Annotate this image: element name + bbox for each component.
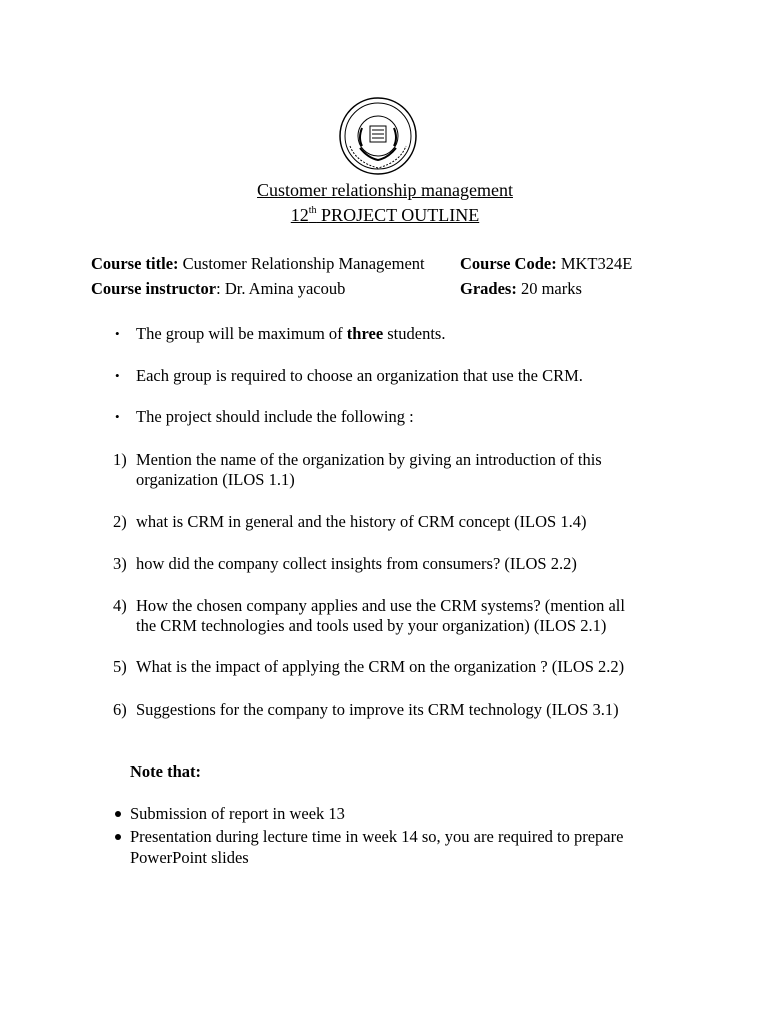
item-number: 1)	[113, 450, 127, 469]
item-text: What is the impact of applying the CRM on the organization ? (ILOS 2.2)	[136, 657, 625, 676]
bullet-choose-organization: Each group is required to choose an organization that use the CRM.	[136, 366, 583, 385]
bullet-project-includes: The project should include the following :	[136, 407, 414, 426]
item-text: Suggestions for the company to improve its CRM technology (ILOS 3.1)	[136, 700, 619, 719]
bullet-icon: •	[115, 409, 120, 424]
bullet-icon: •	[115, 326, 120, 341]
item-text: How the chosen company applies and use the CRM systems? (mention all	[136, 596, 625, 615]
item-number: 4)	[113, 596, 127, 615]
project-outline-title: 12th PROJECT OUTLINE	[290, 205, 480, 225]
bullet-icon: •	[115, 368, 120, 383]
item-text: Mention the name of the organization by giving an introduction of this	[136, 450, 602, 469]
bullet-icon	[115, 811, 121, 817]
item-number: 2)	[113, 512, 127, 531]
item-text: organization (ILOS 1.1)	[136, 470, 295, 489]
note-heading: Note that:	[130, 762, 202, 781]
course-instructor: Course instructor: Dr. Amina yacoub	[91, 279, 346, 298]
item-text: the CRM technologies and tools used by your organization) (ILOS 2.1)	[136, 616, 607, 635]
item-number: 5)	[113, 657, 127, 676]
bullet-icon	[115, 834, 121, 840]
course-code: Course Code: MKT324E	[460, 254, 633, 273]
note-submission: Submission of report in week 13	[130, 804, 345, 823]
item-text: how did the company collect insights from consumers? (ILOS 2.2)	[136, 554, 577, 573]
item-number: 3)	[113, 554, 127, 573]
note-presentation: Presentation during lecture time in week 14 so, you are required to prepare	[130, 827, 624, 846]
bullet-group-size: The group will be maximum of three students.	[136, 324, 446, 343]
document-title: Customer relationship management	[257, 180, 513, 200]
course-title: Course title: Customer Relationship Management	[91, 254, 425, 273]
note-presentation-cont: PowerPoint slides	[130, 848, 249, 867]
university-seal-logo	[338, 96, 418, 176]
grades: Grades: 20 marks	[460, 279, 582, 298]
item-number: 6)	[113, 700, 127, 719]
item-text: what is CRM in general and the history of CRM concept (ILOS 1.4)	[136, 512, 587, 531]
